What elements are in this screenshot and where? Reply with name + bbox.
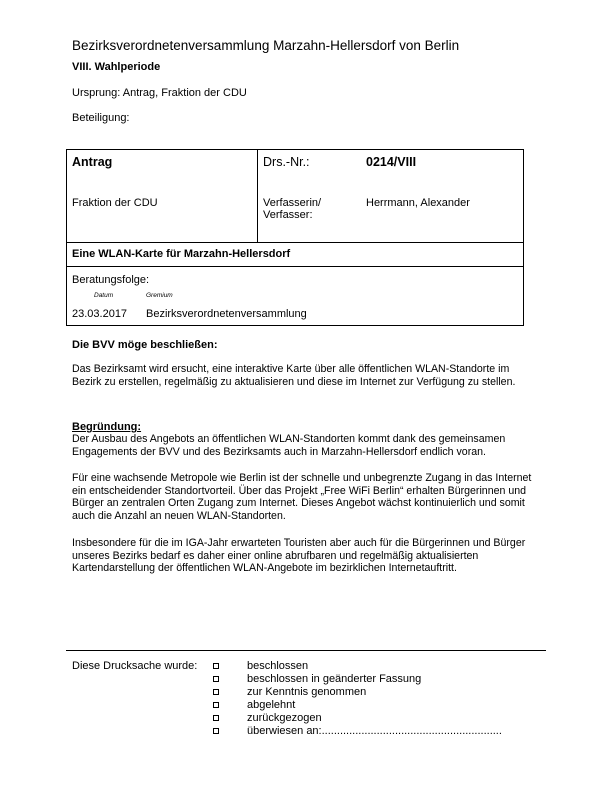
consultation-body: Bezirksverordnetenversammlung — [146, 308, 307, 320]
checkbox[interactable] — [213, 728, 219, 734]
checkbox[interactable] — [213, 715, 219, 721]
participation-label: Beteiligung: — [72, 112, 130, 124]
subject-title: Eine WLAN-Karte für Marzahn-Hellersdorf — [72, 248, 291, 260]
status-option-label: zurückgezogen — [247, 712, 322, 724]
checkbox[interactable] — [213, 689, 219, 695]
box-divider-2 — [66, 266, 524, 267]
author-label-2: Verfasser: — [263, 209, 313, 221]
checkbox[interactable] — [213, 663, 219, 669]
reason-paragraph-2: Für eine wachsende Metropole wie Berlin ist der schnelle und unbegrenzte Zugang in das Internet ein entscheidender Standortvorteil. Über das Projekt „Free WiFi Berlin“ erhalten Bürgerinnen und Bürger an zentralen Orten Zugang zum Internet. Dieses Angebot wächst kontinuierlich und somit auch die Anzahl an neuen WLAN-Standorten. — [72, 472, 532, 522]
resolve-heading: Die BVV möge beschließen: — [72, 339, 218, 351]
status-option-label: zur Kenntnis genommen — [247, 686, 367, 698]
footer-rule — [66, 650, 546, 651]
consultation-date: 23.03.2017 — [72, 308, 128, 320]
column-date-header: Datum — [94, 292, 114, 299]
period-label: VIII. Wahlperiode — [72, 61, 161, 73]
author-label-1: Verfasserin/ — [263, 197, 322, 209]
box-divider-1 — [66, 242, 524, 243]
origin-label: Ursprung: Antrag, Fraktion der CDU — [72, 87, 247, 99]
column-body-header: Gremium — [146, 292, 173, 299]
reason-paragraph-3: Insbesondere für die im IGA-Jahr erwarteten Touristen aber auch für die Bürgerinnen und Bürger unseres Bezirks bedarf es daher einer online abrufbaren und regelmäßig aktualisierten Kartendarstellung der öffentlichen WLAN-Angebote im bezirklichen Internetauftritt. — [72, 537, 526, 575]
document-info-box — [66, 149, 524, 326]
checkbox[interactable] — [213, 702, 219, 708]
reason-heading: Begründung: — [72, 421, 142, 433]
resolve-text: Das Bezirksamt wird ersucht, eine interaktive Karte über alle öffentlichen WLAN-Standorte im Bezirk zu erstellen, regelmäßig zu aktualisieren und diese im Internet zur Verfügung zu stellen. — [72, 363, 516, 388]
status-option-label: abgelehnt — [247, 699, 296, 711]
status-option-label: überwiesen an:........................................................... — [247, 725, 502, 737]
status-option-label: beschlossen — [247, 660, 309, 672]
drs-number: 0214/VIII — [366, 155, 417, 169]
reason-paragraph-1: Der Ausbau des Angebots an öffentlichen WLAN-Standorten kommt dank des gemeinsamen Engagements der BVV und des Bezirksamts auch in Marzahn-Hellersdorf endlich voran. — [72, 433, 506, 458]
page-title: Bezirksverordnetenversammlung Marzahn-Hellersdorf von Berlin — [72, 38, 460, 53]
status-option-label: beschlossen in geänderter Fassung — [247, 673, 422, 685]
faction-label: Fraktion der CDU — [72, 197, 158, 209]
drs-label: Drs.-Nr.: — [263, 155, 310, 169]
document-type: Antrag — [72, 155, 113, 169]
box-divider-vertical — [257, 149, 258, 242]
author-name: Herrmann, Alexander — [366, 197, 470, 209]
consultation-label: Beratungsfolge: — [72, 274, 150, 286]
footer-label: Diese Drucksache wurde: — [72, 660, 198, 672]
checkbox[interactable] — [213, 676, 219, 682]
